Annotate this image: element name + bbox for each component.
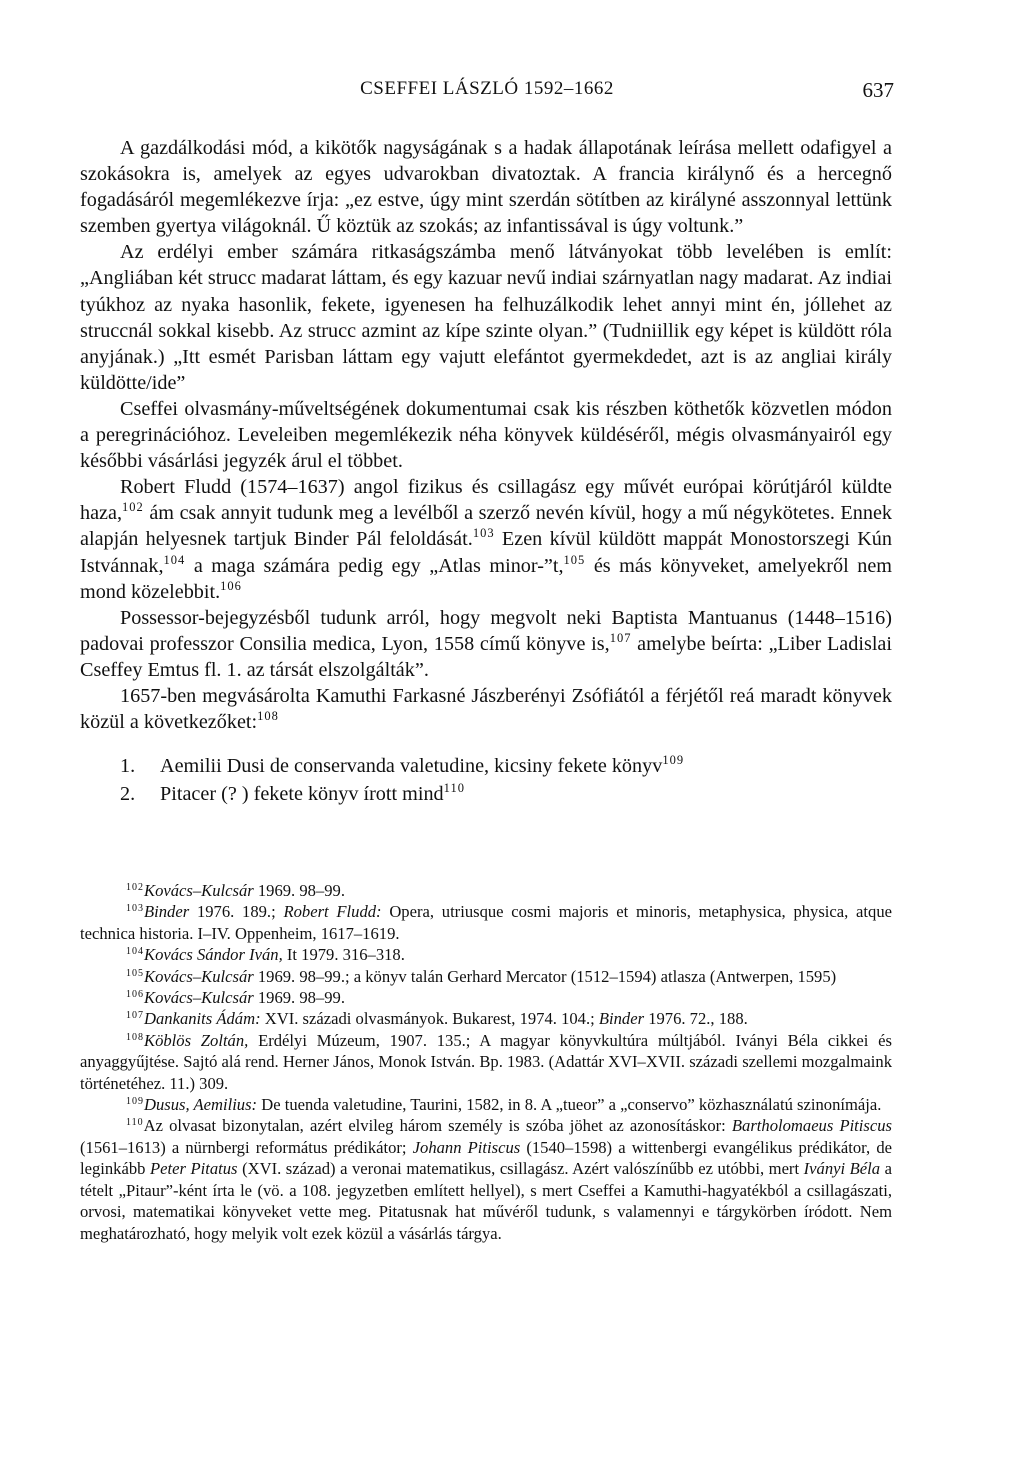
footnote-ref: 105 — [563, 552, 586, 567]
footnote-text: 1969. 98–99.; a könyv talán Gerhard Mercator (1512–1594) atlasza (Antwerpen, 1595) — [253, 966, 837, 986]
footnote-italic: Johann Pitiscus — [412, 1137, 521, 1157]
text-span: amelybe beírta: „Liber Ladislai Cseffey Emtus fl. 1. az társát elszolgálták”. — [80, 632, 893, 681]
list-number: 1. — [120, 755, 136, 778]
footnote-italic: Iványi Béla — [803, 1159, 881, 1179]
text-span: Robert Fludd (1574–1637) angol fizikus és csillagász egy művét európai körútjáról küldte haza, — [80, 476, 892, 525]
book-list — [80, 753, 892, 807]
footnote-104 — [80, 944, 892, 965]
footnote-ref: 103 — [472, 526, 495, 541]
footnote-ref: 108 — [257, 709, 279, 724]
footnote-ref: 109 — [662, 753, 685, 768]
footnote-103 — [80, 901, 892, 944]
footnotes — [80, 880, 892, 1244]
footnote-text: De tuenda valetudine, Taurini, 1582, in 8. A „tueor” a „conservo” közhasználatú szinonímája. — [257, 1095, 882, 1115]
footnote-number: 105 — [126, 967, 144, 979]
footnote-number: 108 — [126, 1031, 144, 1043]
text-span: ám csak annyit tudunk meg a levélből a szerző nevén kívül, hogy a mű négykötetes. Ennek alapján helyesnek tartjuk Binder Pál feloldását. — [80, 502, 892, 551]
page-number: 637 — [862, 78, 894, 102]
paragraph-5 — [80, 605, 892, 683]
footnote-110 — [80, 1115, 892, 1243]
footnote-text: Opera, utriusque cosmi majoris et minoris, metaphysica, physica, atque technica historia. I–IV. Oppenheim, 1617–1619. — [80, 902, 892, 943]
footnote-ref: 106 — [220, 578, 242, 593]
footnote-italic: Köblös Zoltán, — [144, 1030, 249, 1050]
footnote-107 — [80, 1008, 892, 1029]
footnote-106 — [80, 987, 892, 1008]
paragraph-6 — [80, 683, 892, 735]
footnote-105 — [80, 966, 892, 987]
footnote-italic: Bartholomaeus Pitiscus — [731, 1116, 892, 1136]
footnote-italic: Dankanits Ádám: — [144, 1009, 261, 1029]
footnote-108 — [80, 1030, 892, 1094]
footnote-text: 1969. 98–99. — [253, 881, 345, 900]
text-span: Possessor-bejegyzésből tudunk arról, hogy megvolt neki Baptista Mantuanus (1448–1516) padovai professzor Consilia medica, Lyon, 1558 című könyve is, — [80, 606, 892, 655]
text-span: a maga számára pedig egy „Atlas minor-”t, — [185, 554, 564, 577]
footnote-text: (1540–1598) a wittenbergi evangélikus prédikátor, de leginkább — [80, 1137, 892, 1179]
footnote-number: 103 — [126, 903, 144, 915]
body-text — [80, 135, 892, 809]
footnote-text: a tételt „Pitaur”-ként írta le (vö. a 108. jegyzetben említett hellyel), s mert Cseffei a Kamuthi-hagyatékból a csillagászati, orvosi, matematikai könyveket vette meg. Pitatusnak hat művéről tudunk, s valamennyi e tárgykörben íródott. Nem meghatározható, hogy melyik volt ezek közül a vásárlás tárgya. — [80, 1159, 892, 1243]
footnote-italic: Robert Fludd: — [283, 902, 382, 922]
footnote-text: 1969. 98–99. — [253, 988, 345, 1008]
footnote-number: 107 — [126, 1010, 144, 1022]
footnote-text: 1976. 72., 188. — [644, 1009, 748, 1029]
footnote-italic: Binder — [598, 1009, 645, 1029]
list-number: 2. — [120, 783, 136, 806]
paragraph-4 — [80, 474, 892, 604]
paragraph-1: A gazdálkodási mód, a kikötők nagyságának s a hadak állapotának leírása mellett odafigyel a szokásokra is, amelyek az egyes udvarokban divatoztak. A francia királynő és a hercegnő fogadásáról megemlékezve írja: „ez estve, úgy mint szerdán sötítben az királyné asszonnyal lettünk szemben gyertya világoknál. Ű köztük az szokás; az infantissával is úgy voltunk.” — [80, 137, 892, 238]
footnote-italic: Dusus, Aemilius: — [144, 1095, 258, 1115]
list-text: Pitacer (? ) fekete könyv írott mind — [160, 783, 444, 806]
footnote-italic: Kovács–Kulcsár — [144, 988, 254, 1008]
footnote-ref: 104 — [163, 552, 186, 567]
paragraph-2: Az erdélyi ember számára ritkaságszámba menő látványokat több levelében is említ: „Angliában két strucc madarat láttam, és egy kazuar nevű indiai szárnyatlan nagy madarat. Az indiai tyúkhoz az nyaka hasonlik, fekete, igyenesen ha felhuzálkodik lehet annyi mint én, jóllehet az struccnál sokkal kisebb. Az strucc azmint az kípe szinte olyan.” (Tudniillik egy képet is küldött róla anyjának.) „Itt esmét Parisban láttam egy vajutt elefántot gyermekdedet, azt is az angliai király küldötte/ide” — [80, 241, 892, 394]
running-head: CSEFFEI LÁSZLÓ 1592–1662 — [360, 78, 614, 99]
text-span: 1657-ben megvásárolta Kamuthi Farkasné Jászberényi Zsófiától a férjétől reá maradt könyvek közül a következőket: — [80, 684, 892, 734]
footnote-italic: Peter Pitatus — [150, 1159, 238, 1179]
list-item — [120, 753, 892, 779]
footnote-number: 102 — [126, 882, 144, 893]
footnote-text: (1561–1613) a nürnbergi református prédikátor; — [80, 1137, 413, 1157]
text-span: Ezen kívül küldött mappát Monostorszegi Kún Istvánnak, — [80, 528, 892, 577]
footnote-ref: 102 — [122, 500, 144, 515]
page-header — [80, 78, 894, 112]
footnote-text: (XVI. század) a veronai matematikus, csillagász. Azért valószínűbb ez utóbbi, mert — [237, 1159, 804, 1179]
footnote-italic: Kovács Sándor Iván, — [144, 945, 283, 965]
footnote-102 — [80, 880, 892, 901]
footnote-text: It 1979. 316–318. — [282, 945, 405, 965]
paragraph-3: Cseffei olvasmány-műveltségének dokumentumai csak kis részben köthetők közvetlen módon a peregrinációhoz. Leveleiben megemlékezik néha könyvek küldéséről, mégis olvasmányairól egy későbbi vásárlási jegyzék árul el többet. — [80, 397, 892, 473]
footnote-text: 1976. 189.; — [189, 902, 284, 922]
footnote-number: 110 — [126, 1117, 144, 1129]
footnote-number: 109 — [126, 1096, 144, 1108]
footnote-text: Erdélyi Múzeum, 1907. 135.; A magyar könyvkultúra múltjából. Iványi Béla cikkei és anyaggyűjtése. Sajtó alá rend. Herner János, Monok István. Bp. 1983. (Adattár XVI–XVII. századi szellemi mozgalmaink történetéhez. 11.) 309. — [80, 1030, 892, 1093]
footnote-italic: Kovács–Kulcsár — [144, 966, 254, 986]
footnote-italic: Binder — [144, 902, 190, 922]
footnote-number: 104 — [126, 946, 144, 958]
text-span: és más könyveket, amelyekről nem mond közelebbit. — [80, 554, 892, 603]
footnote-text: Az olvasat bizonytalan, azért elvileg három személy is szóba jöhet az azonosításkor: — [143, 1116, 732, 1136]
footnote-109 — [80, 1094, 892, 1115]
footnote-text: XVI. századi olvasmányok. Bukarest, 1974. 104.; — [260, 1009, 599, 1029]
footnote-ref: 110 — [443, 781, 465, 796]
footnote-ref: 107 — [609, 630, 632, 645]
list-item — [120, 781, 892, 807]
list-text: Aemilii Dusi de conservanda valetudine, kicsiny fekete könyv — [160, 755, 663, 778]
footnote-italic: Kovács–Kulcsár — [144, 881, 254, 900]
footnote-number: 106 — [126, 989, 144, 1001]
